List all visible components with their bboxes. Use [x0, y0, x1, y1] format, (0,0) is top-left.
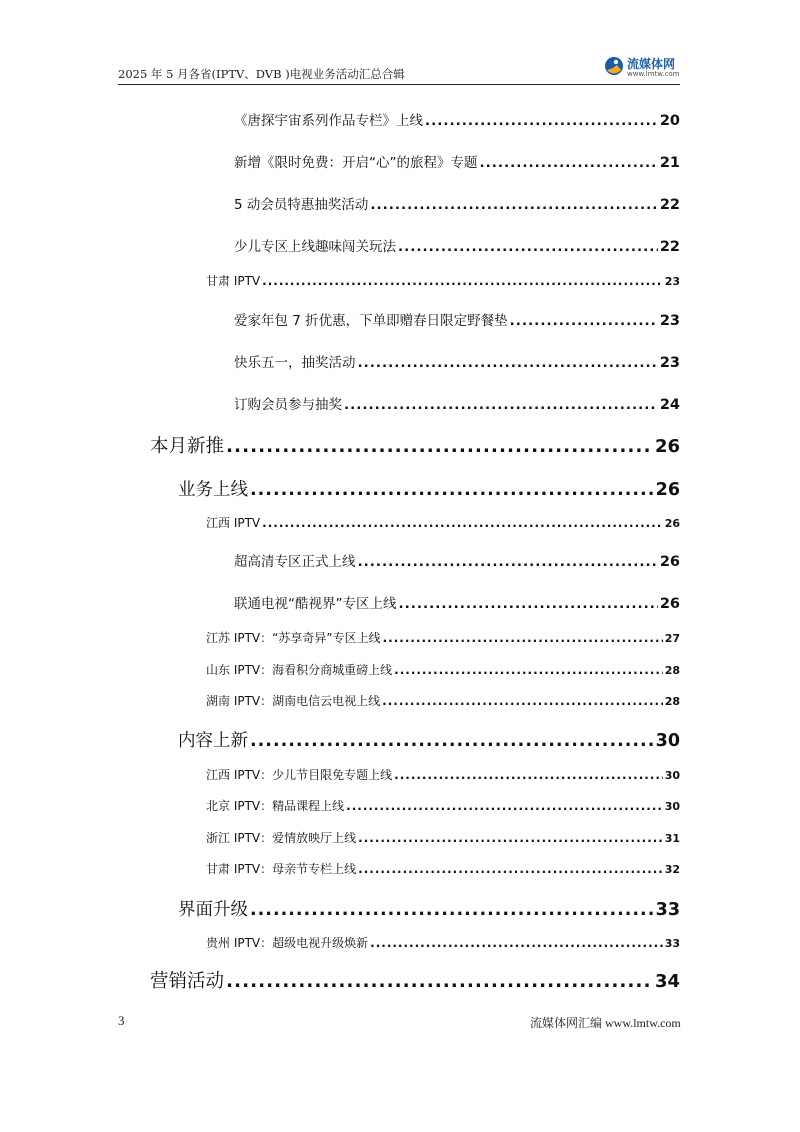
toc-entry-page: 21 — [659, 155, 680, 171]
toc-entry-page: 31 — [664, 832, 680, 845]
toc-entry[interactable] — [234, 393, 680, 413]
toc-entry-label: 营销活动 — [150, 971, 225, 992]
toc-entry-page: 28 — [664, 695, 680, 708]
toc-entry-page: 23 — [659, 313, 680, 329]
toc-entry[interactable] — [206, 272, 680, 289]
toc-entry[interactable] — [234, 351, 680, 371]
toc-leader — [399, 596, 658, 612]
toc-entry-page: 30 — [664, 769, 680, 782]
toc-entry-page: 26 — [659, 596, 680, 612]
toc-entry-page: 26 — [655, 480, 680, 500]
toc-leader — [358, 355, 658, 371]
toc-entry-label: 浙江 IPTV：爱情放映厅上线 — [206, 831, 357, 845]
logo-name: 流媒体网 — [627, 57, 676, 71]
toc-entry-page: 26 — [664, 517, 680, 530]
toc-entry-page: 30 — [655, 731, 680, 751]
footer-source: 流媒体网汇编 www.lmtw.com — [530, 1016, 681, 1030]
toc-entry-page: 33 — [664, 937, 680, 950]
toc-entry-label: 甘肃 IPTV — [206, 274, 261, 288]
toc-entry-page: 22 — [659, 239, 680, 255]
toc-leader — [262, 274, 663, 288]
toc-leader — [480, 155, 658, 171]
toc-entry-label: 新增《限时免费：开启“心”的旅程》专题 — [234, 155, 478, 171]
header-divider — [118, 84, 680, 85]
toc-leader — [394, 663, 663, 677]
toc-entry[interactable] — [234, 550, 680, 570]
logo-icon — [604, 56, 624, 76]
toc-entry-page: 32 — [664, 863, 680, 876]
toc-entry[interactable] — [234, 109, 680, 129]
toc-entry[interactable] — [206, 692, 680, 709]
toc-entry-label: 超高清专区正式上线 — [234, 554, 356, 570]
toc-entry-label: 订购会员参与抽奖 — [234, 397, 342, 413]
toc-entry-page: 34 — [654, 971, 680, 992]
toc-entry-section[interactable] — [178, 727, 680, 752]
toc-leader — [358, 862, 663, 876]
toc-entry-page: 24 — [659, 397, 680, 413]
toc-entry-section[interactable] — [178, 896, 680, 921]
toc-entry-page: 26 — [659, 554, 680, 570]
toc-entry-label: 江西 IPTV — [206, 516, 261, 530]
toc-entry[interactable] — [234, 235, 680, 255]
toc-entry-page: 33 — [655, 900, 680, 920]
toc-entry[interactable] — [206, 661, 680, 678]
toc-entry-page: 27 — [664, 632, 680, 645]
toc-leader — [226, 971, 653, 992]
toc-leader — [250, 731, 654, 751]
toc-entry-label: 江苏 IPTV：“苏享奇异”专区上线 — [206, 631, 381, 645]
toc-leader — [358, 554, 658, 570]
toc-leader — [370, 197, 657, 213]
toc-entry-label: 山东 IPTV：海看积分商城重磅上线 — [206, 663, 393, 677]
toc-entry[interactable] — [234, 309, 680, 329]
toc-entry-label: 业务上线 — [178, 480, 248, 500]
toc-leader — [425, 113, 658, 129]
toc-leader — [226, 436, 653, 457]
toc-entry-label: 江西 IPTV：少儿节目限免专题上线 — [206, 768, 393, 782]
toc-entry[interactable] — [234, 193, 680, 213]
toc-entry-page: 23 — [659, 355, 680, 371]
toc-leader — [250, 480, 654, 500]
toc-entry-label: 联通电视“酷视界”专区上线 — [234, 596, 397, 612]
toc-entry-label: 5 动会员特惠抽奖活动 — [234, 197, 369, 213]
toc-entry-label: 爱家年包 7 折优惠，下单即赠春日限定野餐垫 — [234, 313, 508, 329]
toc-entry-chapter[interactable] — [150, 432, 680, 458]
logo — [604, 54, 694, 80]
toc-entry[interactable] — [206, 829, 680, 846]
toc-entry[interactable] — [206, 860, 680, 877]
toc-leader — [346, 799, 663, 813]
header-title: 2025 年 5 月各省(IPTV、DVB )电视业务活动汇总合辑 — [118, 67, 405, 81]
toc-entry-label: 《唐探宇宙系列作品专栏》上线 — [234, 113, 423, 129]
toc-entry-section[interactable] — [178, 476, 680, 501]
toc-entry-label: 北京 IPTV：精品课程上线 — [206, 799, 345, 813]
toc-entry-label: 甘肃 IPTV：母亲节专栏上线 — [206, 862, 357, 876]
toc-entry[interactable] — [234, 592, 680, 612]
toc-entry-label: 内容上新 — [178, 731, 248, 751]
toc-leader — [358, 831, 663, 845]
toc-entry[interactable] — [206, 766, 680, 783]
toc-leader — [370, 936, 663, 950]
logo-url: www.lmtw.com — [627, 70, 680, 78]
toc-entry-page: 22 — [659, 197, 680, 213]
toc-leader — [250, 900, 654, 920]
toc-entry[interactable] — [206, 934, 680, 951]
toc-leader — [394, 768, 663, 782]
toc-entry-label: 本月新推 — [150, 436, 225, 457]
toc-entry-page: 28 — [664, 664, 680, 677]
toc-leader — [344, 397, 658, 413]
toc-leader — [510, 313, 658, 329]
toc-entry-label: 少儿专区上线趣味闯关玩法 — [234, 239, 396, 255]
toc-leader — [382, 694, 663, 708]
toc-entry-page: 26 — [654, 436, 680, 457]
toc-entry-page: 20 — [659, 113, 680, 129]
toc-entry-label: 快乐五一，抽奖活动 — [234, 355, 356, 371]
toc-leader — [398, 239, 658, 255]
toc-entry-label: 湖南 IPTV：湖南电信云电视上线 — [206, 694, 381, 708]
footer-page-number: 3 — [118, 1013, 125, 1028]
toc-entry-label: 贵州 IPTV：超级电视升级焕新 — [206, 936, 369, 950]
toc-entry[interactable] — [234, 151, 680, 171]
toc-entry[interactable] — [206, 514, 680, 531]
toc-leader — [383, 631, 663, 645]
toc-entry-page: 23 — [664, 275, 680, 288]
toc-entry-page: 30 — [664, 800, 680, 813]
toc-entry-label: 界面升级 — [178, 900, 248, 920]
toc-entry-chapter[interactable] — [150, 967, 680, 993]
toc-entry[interactable] — [206, 797, 680, 814]
toc-leader — [262, 516, 663, 530]
toc-entry[interactable] — [206, 629, 680, 646]
